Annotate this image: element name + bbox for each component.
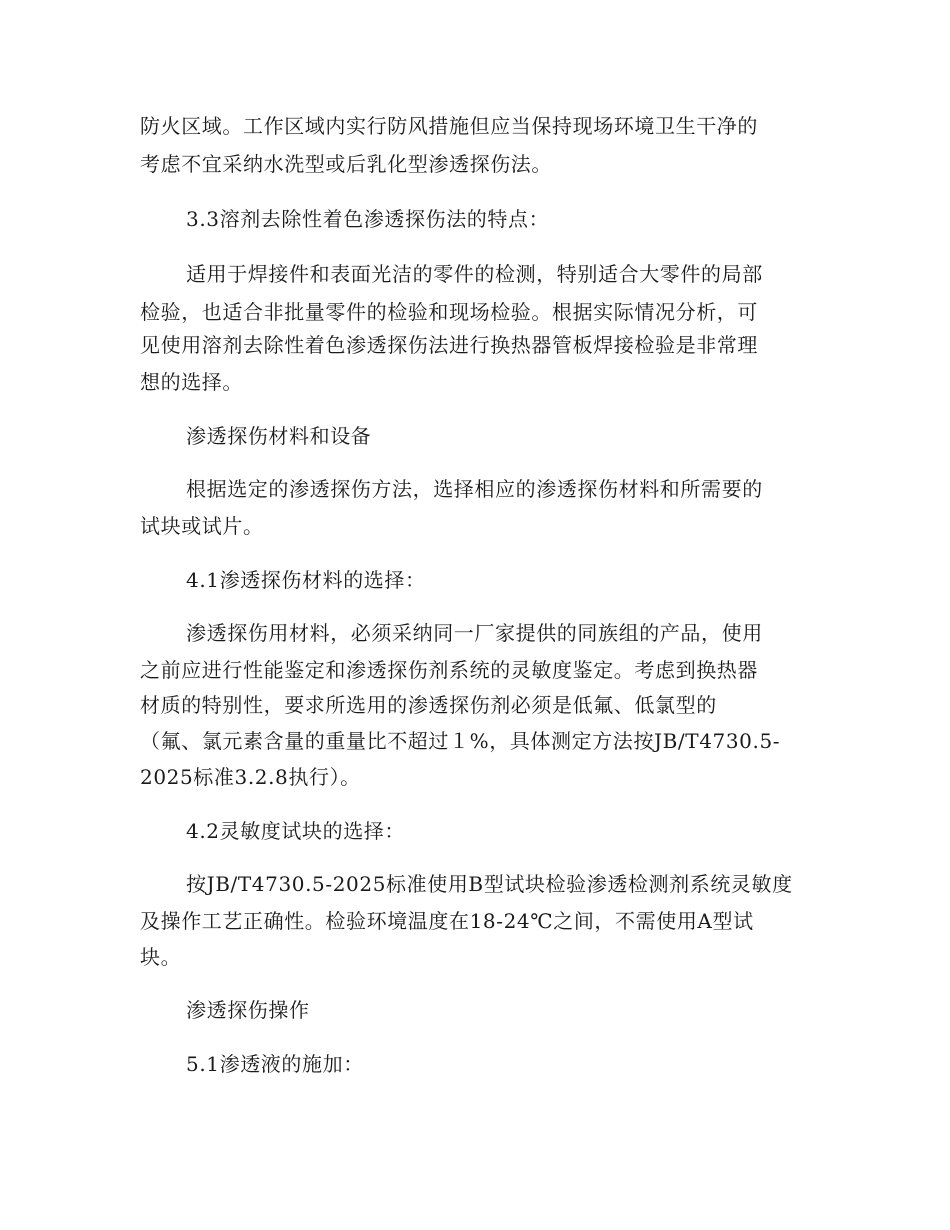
text-line: 块。 <box>140 945 182 969</box>
text-line: 适用于焊接件和表面光洁的零件的检测，特别适合大零件的局部 <box>186 262 763 286</box>
section-heading: 5.1渗透液的施加： <box>186 1052 364 1076</box>
text-line: 之前应进行性能鉴定和渗透探伤剂系统的灵敏度鉴定。考虑到换热器 <box>140 658 758 682</box>
text-line: 及操作工艺正确性。检验环境温度在18-24℃之间，不需使用A型试 <box>140 909 754 933</box>
text-line: 见使用溶剂去除性着色渗透探伤法进行换热器管板焊接检验是非常理 <box>140 333 758 357</box>
text-line: （氟、氯元素含量的重量比不超过１%，具体测定方法按JB/T4730.5- <box>140 729 781 753</box>
text-line: 2025标准3.2.8执行）。 <box>140 765 361 789</box>
text-line: 材质的特别性，要求所选用的渗透探伤剂必须是低氟、低氯型的 <box>140 693 717 717</box>
section-heading: 4.1渗透探伤材料的选择： <box>186 568 426 592</box>
text-line: 渗透探伤用材料，必须采纳同一厂家提供的同族组的产品，使用 <box>186 621 763 645</box>
text-line: 检验，也适合非批量零件的检验和现场检验。根据实际情况分析，可 <box>140 300 758 324</box>
section-heading: 渗透探伤材料和设备 <box>186 424 372 448</box>
section-heading: 4.2灵敏度试块的选择： <box>186 819 406 843</box>
text-line: 根据选定的渗透探伤方法，选择相应的渗透探伤材料和所需要的 <box>186 477 763 501</box>
text-line: 试块或试片。 <box>140 514 264 538</box>
text-line: 考虑不宜采纳水洗型或后乳化型渗透探伤法。 <box>140 152 552 176</box>
section-heading: 渗透探伤操作 <box>186 998 310 1022</box>
section-heading: 3.3溶剂去除性着色渗透探伤法的特点： <box>186 207 550 231</box>
text-line: 想的选择。 <box>140 370 243 394</box>
text-line: 防火区域。工作区域内实行防风措施但应当保持现场环境卫生干净的 <box>140 114 758 138</box>
text-line: 按JB/T4730.5-2025标准使用B型试块检验渗透检测剂系统灵敏度 <box>186 872 793 896</box>
